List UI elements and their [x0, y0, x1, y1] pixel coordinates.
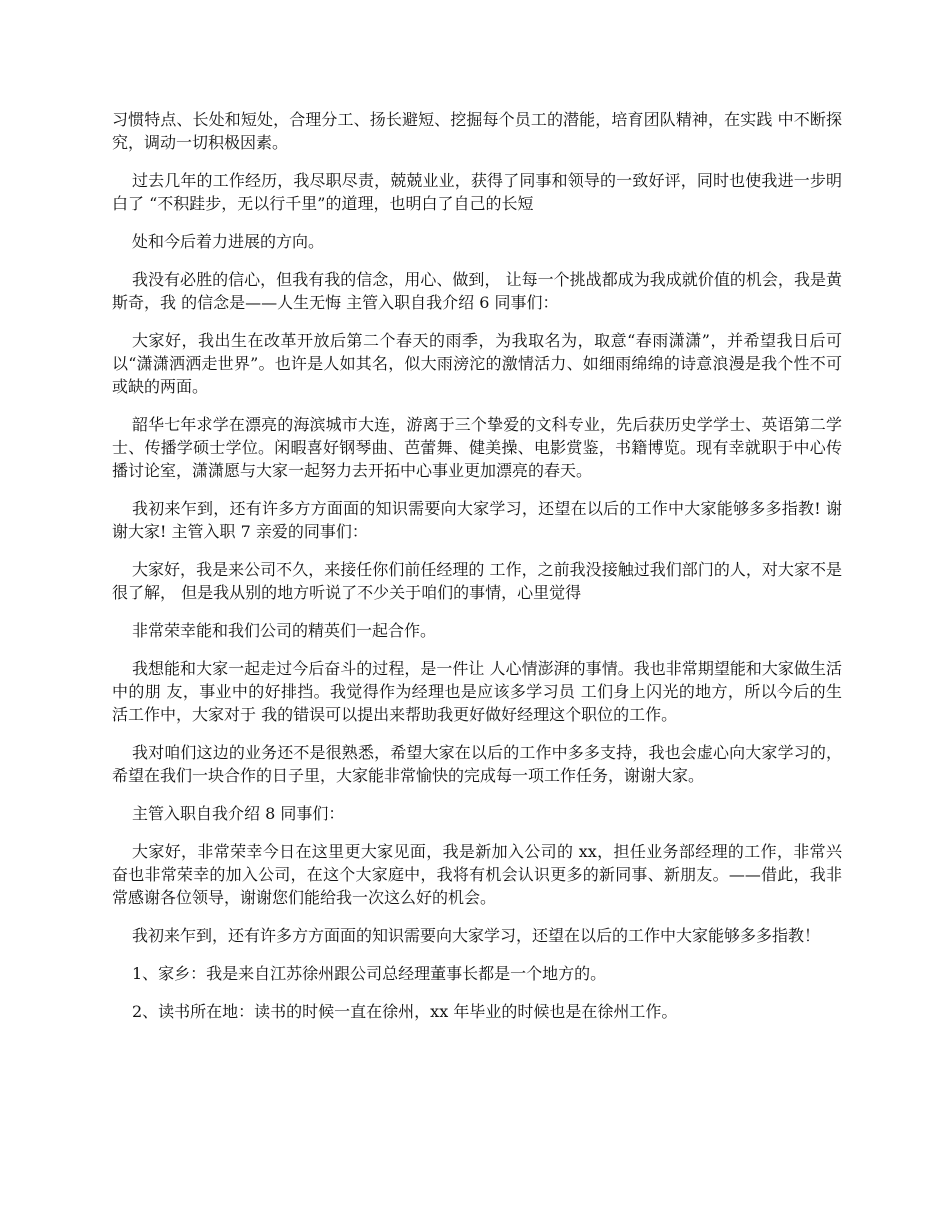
paragraph-4: 我没有必胜的信心，但我有我的信念，用心、做到， 让每一个挑战都成为我成就价值的机会，我是黄斯奇，我 的信念是——人生无悔 主管入职自我介绍 6 同事们：: [112, 270, 842, 312]
paragraph-2: 过去几年的工作经历，我尽职尽责，兢兢业业，获得了同事和领导的一致好评，同时也使我进一步明白了 “不积跬步，无以行千里”的道理，也明白了自己的长短: [112, 171, 842, 213]
paragraph-9: 非常荣幸能和我们公司的精英们一起合作。: [132, 621, 437, 640]
paragraph-3: 处和今后着力进展的方向。: [132, 232, 325, 251]
list-item-hometown: 1、家乡：我是来自江苏徐州跟公司总经理董事长都是一个地方的。: [132, 964, 607, 983]
paragraph-6: 韶华七年求学在漂亮的海滨城市大连，游离于三个挚爱的文科专业，先后获历史学学士、英语第二学士、传播学硕士学位。闲暇喜好钢琴曲、芭蕾舞、健美操、电影赏鉴，书籍博览。现有幸就职于中心传播讨论室，潇潇愿与大家一起努力去开拓中心事业更加漂亮的春天。: [112, 415, 842, 480]
paragraph-1: 习惯特点、长处和短处，合理分工、扬长避短、挖掘每个员工的潜能，培育团队精神，在实践 中不断探究，调动一切积极因素。: [112, 110, 842, 152]
paragraph-14: 我初来乍到，还有许多方方面面的知识需要向大家学习，还望在以后的工作中大家能够多多指教！: [132, 926, 821, 945]
document-body: [112, 108, 842, 1038]
list-item-study-location: 2、读书所在地：读书的时候一直在徐州，xx 年毕业的时候也是在徐州工作。: [132, 1002, 678, 1021]
paragraph-8: 大家好，我是来公司不久，来接任你们前任经理的 工作，之前我没接触过我们部门的人，对大家不是很了解， 但是我从别的地方听说了不少关于咱们的事情，心里觉得: [112, 560, 842, 602]
paragraph-11: 我对咱们这边的业务还不是很熟悉，希望大家在以后的工作中多多支持，我也会虚心向大家学习的，希望在我们一块合作的日子里，大家能非常愉快的完成每一项工作任务，谢谢大家。: [112, 743, 842, 785]
paragraph-7: 我初来乍到，还有许多方方面面的知识需要向大家学习，还望在以后的工作中大家能够多多指教! 谢谢大家! 主管入职 7 亲爱的同事们：: [112, 499, 842, 541]
paragraph-10: 我想能和大家一起走过今后奋斗的过程，是一件让 人心情澎湃的事情。我也非常期望能和大家做生活中的朋 友，事业中的好排挡。我觉得作为经理也是应该多学习员 工们身上闪光的地方，所以今后的生活工作中，大家对于 我的错误可以提出来帮助我更好做好经理这个职位的工作。: [112, 659, 842, 724]
paragraph-12: 主管入职自我介绍 8 同事们：: [132, 804, 345, 823]
paragraph-13: 大家好，非常荣幸今日在这里更大家见面，我是新加入公司的 xx，担任业务部经理的工作，非常兴奋也非常荣幸的加入公司，在这个大家庭中，我将有机会认识更多的新同事、新朋友。——借此，我非常感谢各位领导，谢谢您们能给我一次这么好的机会。: [112, 842, 842, 907]
paragraph-5: 大家好，我出生在改革开放后第二个春天的雨季，为我取名为，取意“春雨潇潇”，并希望我日后可以“潇潇洒洒走世界”。也许是人如其名，似大雨滂沱的激情活力、如细雨绵绵的诗意浪漫是我个性不可或缺的两面。: [112, 331, 842, 396]
